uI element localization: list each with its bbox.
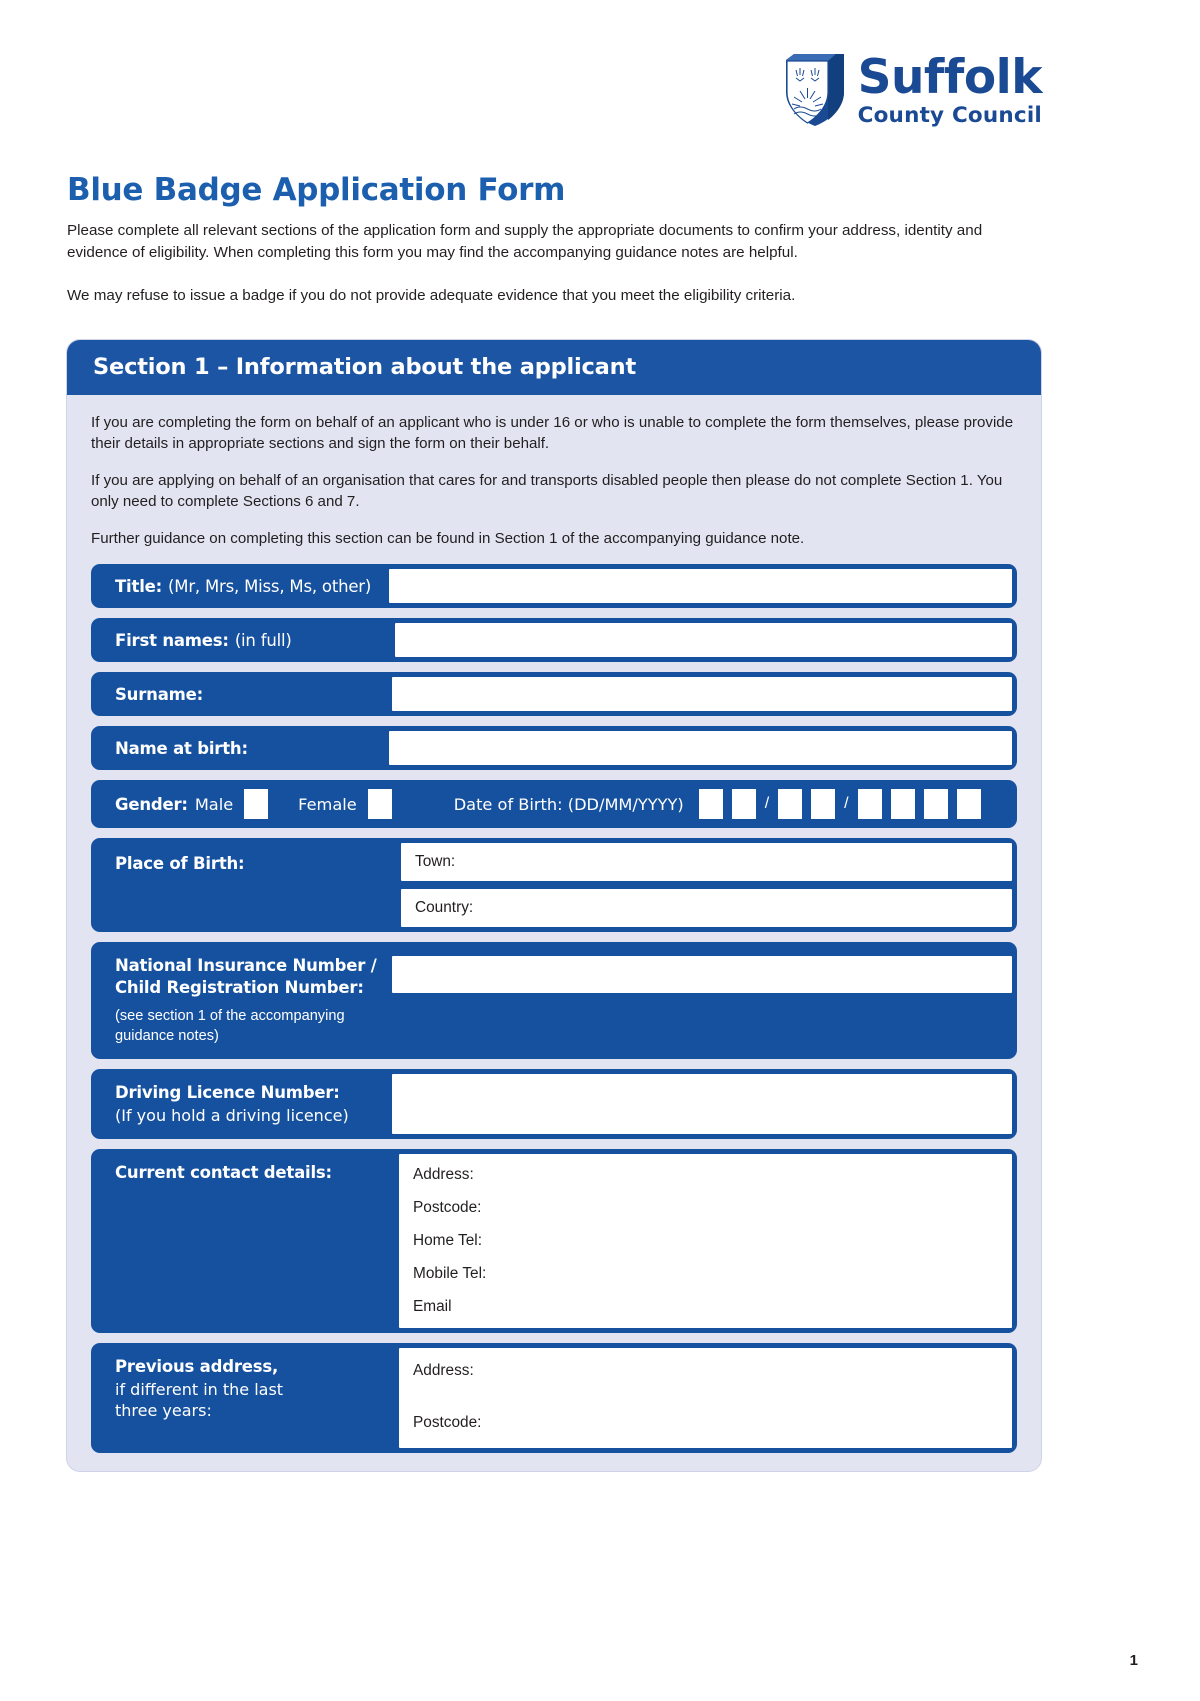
current-contact-inputs[interactable]: [397, 1152, 1014, 1330]
logo-wordmark-secondary: County Council: [857, 102, 1042, 128]
label-first-names-strong: First names:: [115, 630, 229, 650]
dob-day-box-1[interactable]: [697, 787, 725, 821]
label-name-at-birth: Name at birth:: [115, 738, 248, 758]
label-first-names: [91, 618, 393, 662]
label-title: [91, 564, 387, 608]
label-previous-address-line-1: Previous address,: [115, 1357, 279, 1377]
label-current-contact: [91, 1149, 397, 1333]
label-title-strong: Title:: [115, 576, 163, 596]
dob-year-box-4[interactable]: [955, 787, 983, 821]
dob-month-box-1[interactable]: [776, 787, 804, 821]
input-driving-licence[interactable]: [390, 1072, 1014, 1136]
label-surname: Surname:: [115, 684, 204, 704]
field-row-surname: [91, 672, 1017, 716]
label-contact-mobile-tel: Mobile Tel:: [413, 1265, 487, 1283]
section-paragraph-2: If you are applying on behalf of an organisation that cares for and transports disabled people then please do not complete Section 1. You only need to complete Sections 6 and 7.: [91, 471, 1003, 511]
intro-paragraph-2: We may refuse to issue a badge if you do not provide adequate evidence that you meet the eligibility criteria.: [67, 287, 796, 304]
previous-address-inputs[interactable]: [397, 1346, 1014, 1450]
label-contact-home-tel: Home Tel:: [413, 1232, 483, 1250]
checkbox-gender-male[interactable]: [242, 787, 270, 821]
label-previous-address-line-2: if different in the last: [115, 1379, 284, 1399]
label-driving-licence-hint: (If you hold a driving licence): [115, 1105, 349, 1125]
dob-separator-2: /: [844, 795, 849, 813]
section-paragraph-3: Further guidance on completing this section can be found in Section 1 of the accompanying guidance note.: [91, 529, 805, 547]
input-first-names[interactable]: [393, 621, 1014, 659]
label-ni-line-1: National Insurance Number /: [115, 956, 377, 976]
applicant-fields: [91, 564, 1017, 1453]
label-first-names-hint: (in full): [234, 630, 292, 650]
field-row-previous-address: [91, 1343, 1017, 1453]
label-place-of-birth: Place of Birth:: [115, 854, 245, 874]
label-gender-male: Male: [194, 794, 234, 814]
label-driving-licence-strong: Driving Licence Number:: [115, 1083, 340, 1103]
label-ni-note: (see section 1 of the accompanying guidance notes): [115, 1007, 345, 1045]
label-contact-email: Email: [413, 1298, 452, 1316]
label-date-of-birth: Date of Birth: (DD/MM/YYYY): [453, 794, 684, 814]
dob-separator-1: /: [764, 795, 770, 813]
field-row-first-names: [91, 618, 1017, 662]
section-1-body: [67, 395, 1041, 1453]
label-driving-licence: [91, 1069, 390, 1139]
place-of-birth-inputs: [399, 841, 1014, 929]
label-previous-address-line-3: three years:: [115, 1401, 212, 1421]
field-row-gender-dob: [91, 780, 1017, 828]
field-row-name-at-birth: [91, 726, 1017, 770]
dob-year-box-2[interactable]: [889, 787, 917, 821]
field-row-title: [91, 564, 1017, 608]
page-number: 1: [1129, 1652, 1138, 1669]
section-1-card: [66, 339, 1042, 1472]
section-1-header: Section 1 – Information about the applicant: [67, 340, 1041, 395]
label-previous-address: [91, 1343, 397, 1453]
logo-wordmark-primary: Suffolk: [857, 49, 1042, 105]
field-row-driving-licence: [91, 1069, 1017, 1139]
intro-paragraph-1: Please complete all relevant sections of the application form and supply the appropriate documents to confirm your address, identity and evidence of eligibility. When completing this form you may find the accompanying guidance notes are helpful.: [67, 222, 983, 261]
label-gender-female: Female: [298, 794, 357, 814]
input-place-of-birth-town[interactable]: Town:: [399, 841, 1014, 883]
field-row-place-of-birth: [91, 838, 1017, 932]
dob-year-box-1[interactable]: [856, 787, 884, 821]
label-ni-line-2: Child Registration Number:: [115, 978, 364, 998]
field-row-current-contact: [91, 1149, 1017, 1333]
input-name-at-birth[interactable]: [387, 729, 1014, 767]
label-contact-postcode: Postcode:: [413, 1199, 482, 1217]
label-title-hint: (Mr, Mrs, Miss, Ms, other): [168, 576, 372, 596]
input-surname[interactable]: [390, 675, 1014, 713]
label-national-insurance: [91, 942, 390, 1059]
suffolk-crest-icon: [784, 52, 846, 128]
input-national-insurance[interactable]: [390, 954, 1014, 995]
dob-day-box-2[interactable]: [730, 787, 758, 821]
label-contact-address: Address:: [413, 1166, 474, 1184]
date-of-birth-boxes: [697, 787, 983, 821]
label-gender: Gender:: [115, 794, 188, 814]
field-row-national-insurance: [91, 942, 1017, 1059]
input-title[interactable]: [387, 567, 1014, 605]
section-paragraph-1: If you are completing the form on behalf of an applicant who is under 16 or who is unable to complete the form themselves, please provide their details in appropriate sections and sign the form on their behalf.: [91, 414, 1014, 453]
label-current-contact-strong: Current contact details:: [115, 1163, 332, 1183]
suffolk-county-council-logo: [784, 49, 1042, 128]
dob-year-box-3[interactable]: [922, 787, 950, 821]
input-place-of-birth-country[interactable]: Country:: [399, 887, 1014, 929]
label-previous-address-postcode: Postcode:: [413, 1414, 482, 1432]
label-previous-address-address: Address:: [413, 1362, 474, 1380]
checkbox-gender-female[interactable]: [366, 787, 394, 821]
page-title: Blue Badge Application Form: [67, 172, 566, 208]
dob-month-box-2[interactable]: [809, 787, 837, 821]
